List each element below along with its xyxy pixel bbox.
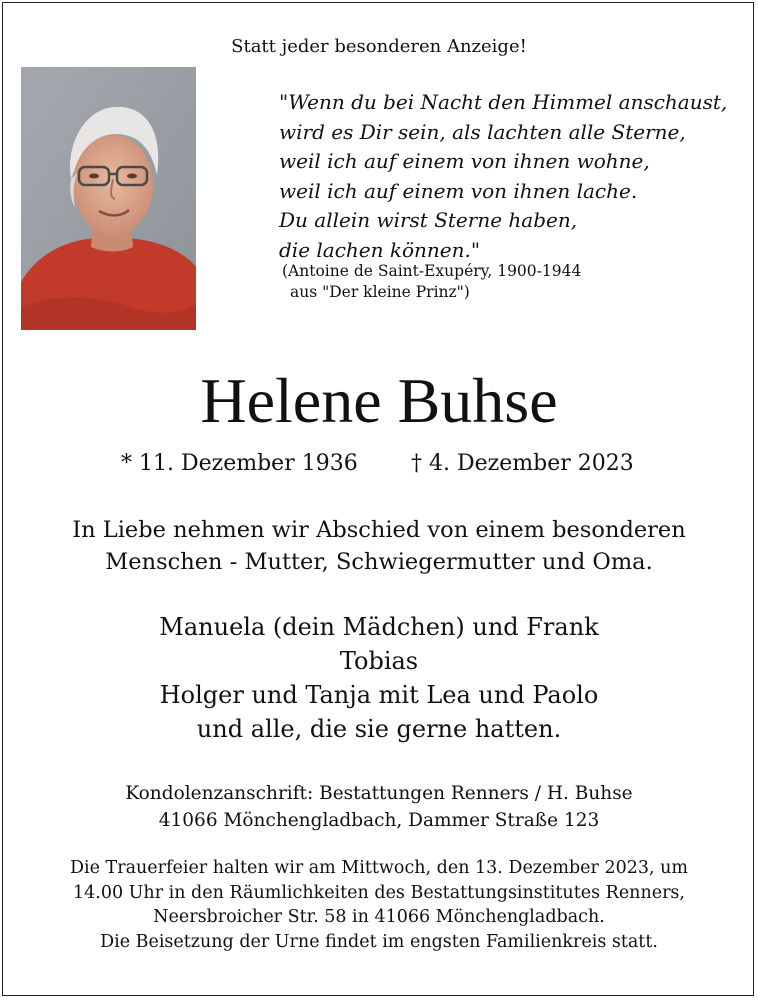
poem-quote [279, 88, 727, 265]
death-date: † 4. Dezember 2023 [411, 451, 634, 476]
address-line: 41066 Mönchengladbach, Dammer Straße 123 [158, 810, 600, 831]
condolence-address [0, 780, 758, 834]
quote-attribution [282, 261, 581, 303]
family-mourners [0, 610, 758, 746]
birth-date: * 11. Dezember 1936 [121, 451, 358, 476]
family-line: und alle, die sie gerne hatten. [196, 715, 562, 743]
attribution-line: (Antoine de Saint-Exupéry, 1900-1944 [282, 262, 582, 280]
family-line: Manuela (dein Mädchen) und Frank [159, 613, 599, 641]
ceremony-line: 14.00 Uhr in den Räumlichkeiten des Bestattungsinstitutes Renners, [73, 882, 685, 903]
quote-line: wird es Dir sein, als lachten alle Sterne, [279, 119, 686, 144]
family-line: Tobias [339, 647, 419, 675]
address-line: Kondolenzanschrift: Bestattungen Renners / H. Buhse [125, 783, 633, 804]
portrait-photo [21, 67, 196, 330]
ceremony-info [0, 856, 758, 954]
notice-header: Statt jeder besonderen Anzeige! [231, 36, 527, 57]
quote-line: weil ich auf einem von ihnen lache. [279, 178, 638, 203]
family-line: Holger und Tanja mit Lea und Paolo [159, 681, 599, 709]
ceremony-line: Neersbroicher Str. 58 in 41066 Mönchengladbach. [153, 907, 605, 927]
farewell-line: Menschen - Mutter, Schwiegermutter und Oma. [105, 549, 653, 575]
quote-line: die lachen können." [279, 237, 481, 262]
quote-line: "Wenn du bei Nacht den Himmel anschaust, [279, 90, 728, 114]
quote-line: Du allein wirst Sterne haben, [279, 208, 578, 232]
attribution-line: aus "Der kleine Prinz") [290, 283, 470, 301]
portrait-photo-icon [21, 67, 196, 330]
farewell-line: In Liebe nehmen wir Abschied von einem besonderen [72, 517, 686, 543]
quote-line: weil ich auf einem von ihnen wohne, [279, 149, 650, 173]
deceased-name: Helene Buhse [200, 365, 558, 436]
farewell-text [0, 514, 758, 578]
ceremony-line: Die Beisetzung der Urne findet im engsten Familienkreis statt. [100, 931, 658, 952]
ceremony-line: Die Trauerfeier halten wir am Mittwoch, den 13. Dezember 2023, um [70, 858, 688, 878]
